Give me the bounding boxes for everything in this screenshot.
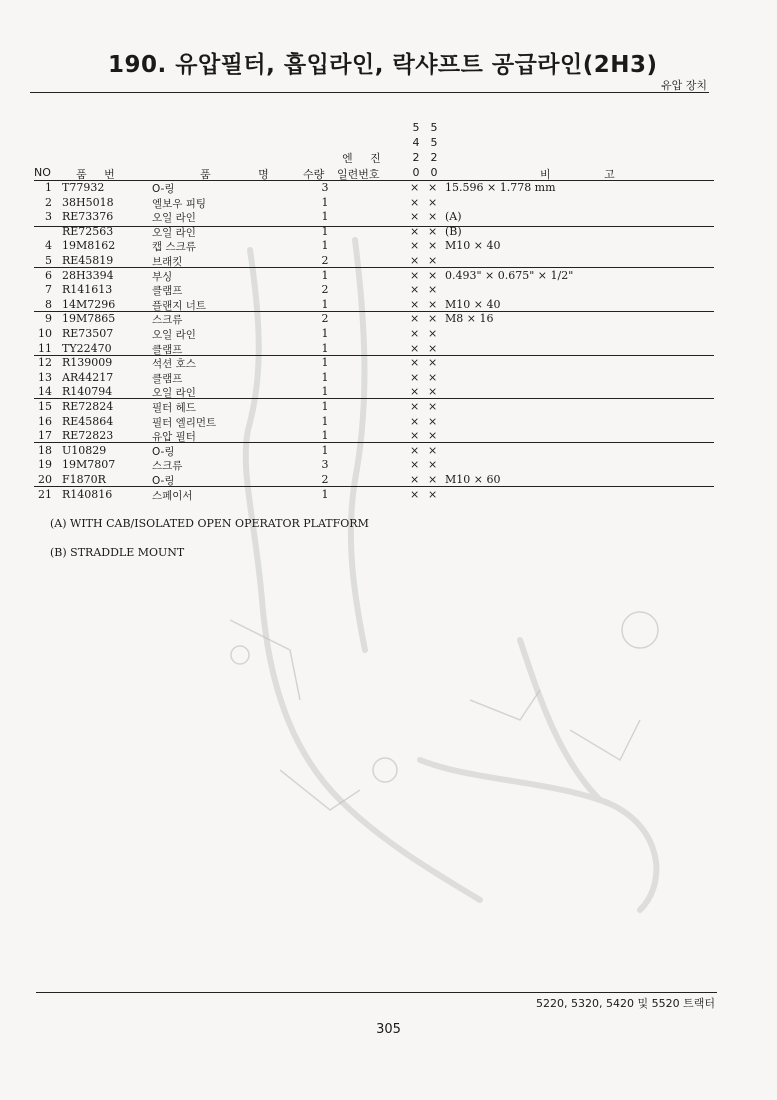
part-name: 필터 헤드 [152,402,196,414]
model-5520-mark: × [428,224,438,238]
quantity: 1 [321,210,329,224]
part-number: RE45819 [62,254,114,267]
part-name: 클램프 [152,372,183,385]
table-row [34,356,714,371]
part-name-header: 품 명 [200,168,269,181]
part-name: O-링 [152,183,175,195]
part-number: RE73507 [62,327,114,340]
part-number: 19M8162 [62,239,116,253]
no-header: NO [34,166,51,179]
part-name: 오일 라인 [152,329,196,341]
row-no: 8 [45,297,52,311]
part-number: R141613 [62,283,113,297]
part-name: 클램프 [152,343,183,356]
model-5520-mark: × [428,458,438,472]
model-5420-mark: × [410,473,420,486]
remark: (A) [445,210,462,224]
row-no: 20 [38,473,52,486]
remark: M10 × 40 [445,239,501,253]
row-no: 19 [38,458,52,472]
quantity: 2 [321,312,329,326]
table-row [34,327,714,342]
quantity: 1 [321,443,329,457]
model-digit: 5 [430,136,438,149]
part-number: AR44217 [62,370,114,384]
row-no: 13 [38,370,52,384]
model-5420-mark: × [410,385,420,399]
part-number: TY22470 [62,341,112,355]
part-no-header: 품 번 [76,168,115,181]
model-5520-mark: × [428,487,438,501]
quantity: 3 [321,181,329,194]
quantity: 1 [321,224,329,238]
model-5420-mark: × [410,414,420,428]
table-row [34,210,714,225]
part-name: 브래킷 [152,256,183,268]
model-digit: 5 [430,121,438,134]
part-number: RE72823 [62,429,114,443]
part-number: T77932 [62,181,105,194]
quantity: 1 [321,356,329,370]
quantity: 2 [321,254,329,267]
group-rule [34,267,714,268]
model-5520-mark: × [428,414,438,428]
table-row [34,488,714,503]
group-rule [34,226,714,227]
part-name: O-링 [152,445,175,458]
part-name: 부싱 [152,270,173,283]
row-no: 4 [45,239,52,253]
model-5420-mark: × [410,297,420,311]
engine-header: 엔 진 [342,152,381,165]
part-name: 유압 필터 [152,431,196,444]
quantity: 1 [321,341,329,355]
model-digit: 4 [412,136,420,149]
model-5420-mark: × [410,268,420,282]
model-5420-mark: × [410,224,420,238]
quantity: 1 [321,239,329,253]
model-5420-mark: × [410,312,420,326]
model-5420-mark: × [410,210,420,224]
part-number: F1870R [62,473,106,486]
row-no: 7 [45,283,52,297]
part-name: 스페이서 [152,489,193,502]
title-rule [30,92,709,93]
part-name: 엘보우 피팅 [152,197,207,210]
quantity: 1 [321,297,329,311]
model-5520-mark: × [428,443,438,457]
model-5520-mark: × [428,210,438,224]
part-number: R139009 [62,356,113,370]
quantity: 3 [321,458,329,472]
remark: M10 × 60 [445,473,501,486]
part-name: 오일 라인 [152,387,196,400]
model-5420-mark: × [410,327,420,340]
table-row [34,444,714,459]
model-5520-mark: × [428,327,438,340]
part-number: U10829 [62,443,107,457]
footer-rule [36,992,717,993]
part-number: RE45864 [62,414,114,428]
note-b: (B) STRADDLE MOUNT [50,546,185,559]
part-name: 캡 스크류 [152,241,196,254]
model-5520-mark: × [428,356,438,370]
row-no: 16 [38,414,52,428]
model-5520-mark: × [428,312,438,326]
quantity: 1 [321,487,329,501]
part-number: RE72563 [62,224,114,238]
row-no: 14 [38,385,52,399]
part-name: 스크류 [152,314,183,327]
group-rule [34,355,714,356]
quantity: 1 [321,195,329,209]
note-a: (A) WITH CAB/ISOLATED OPEN OPERATOR PLATFORM [50,517,369,530]
model-5520-mark: × [428,473,438,486]
group-rule [34,442,714,443]
model-5520-mark: × [428,297,438,311]
row-no: 10 [38,327,52,340]
model-5420-mark: × [410,487,420,501]
model-5520-mark: × [428,385,438,399]
row-no: 1 [45,181,52,194]
row-no: 11 [38,341,52,355]
table-row [34,415,714,430]
model-digit: 2 [412,151,420,164]
group-rule [34,311,714,312]
serial-header: 일련번호 [337,168,380,181]
row-no: 18 [38,443,52,457]
remark: 15.596 × 1.778 mm [445,181,556,194]
model-5520-mark: × [428,268,438,282]
model-digit: 5 [412,121,420,134]
footer-models: 5220, 5320, 5420 및 5520 트랙터 [536,997,715,1010]
table-row [34,181,714,196]
model-5420-mark: × [410,443,420,457]
remark: M10 × 40 [445,297,501,311]
part-name: O-링 [152,475,175,487]
group-rule [34,398,714,399]
row-no: 5 [45,254,52,267]
section-subtitle: 유압 장치 [660,79,707,92]
model-5420-mark: × [410,458,420,472]
remark: 0.493" × 0.675" × 1/2" [445,268,574,282]
part-number: R140794 [62,385,113,399]
model-5420-mark: × [410,400,420,413]
remark: M8 × 16 [445,312,494,326]
model-5420-mark: × [410,356,420,370]
model-5520-mark: × [428,429,438,443]
table-row [34,342,714,357]
table-row [34,239,714,254]
part-number: R140816 [62,487,113,501]
table-row [34,312,714,327]
part-number: 19M7865 [62,312,116,326]
quantity: 2 [321,473,329,486]
model-5420-mark: × [410,341,420,355]
row-no: 21 [38,487,52,501]
quantity: 1 [321,385,329,399]
model-5420-mark: × [410,283,420,297]
model-5520-mark: × [428,181,438,194]
model-5420-mark: × [410,181,420,194]
row-no: 15 [38,400,52,413]
table-row [34,283,714,298]
quantity: 2 [321,283,329,297]
model-5420-mark: × [410,239,420,253]
remarks-header: 비 고 [540,168,615,181]
model-5420-mark: × [410,195,420,209]
table-row [34,269,714,284]
row-no: 9 [45,312,52,326]
part-number: RE73376 [62,210,114,224]
model-5420-mark: × [410,254,420,267]
row-no: 17 [38,429,52,443]
model-5520-mark: × [428,254,438,267]
model-digit: 0 [430,166,438,179]
part-name: 스크류 [152,460,183,473]
model-digit: 2 [430,151,438,164]
table-row [34,196,714,211]
part-number: 28H3394 [62,268,114,282]
model-5520-mark: × [428,239,438,253]
row-no: 12 [38,356,52,370]
table-row [34,458,714,473]
remark: (B) [445,224,462,238]
table-row [34,371,714,386]
quantity: 1 [321,327,329,340]
row-no: 6 [45,268,52,282]
part-name: 석션 호스 [152,358,196,371]
row-no: 3 [45,210,52,224]
part-name: 오일 라인 [152,212,196,225]
part-name: 클램프 [152,285,183,298]
quantity: 1 [321,414,329,428]
group-rule [34,486,714,487]
part-number: 14M7296 [62,297,116,311]
model-5420-header [410,120,422,180]
model-5420-mark: × [410,370,420,384]
qty-header: 수량 [303,168,325,181]
table-row [34,400,714,415]
quantity: 1 [321,370,329,384]
quantity: 1 [321,429,329,443]
model-5520-mark: × [428,400,438,413]
quantity: 1 [321,268,329,282]
page-number: 305 [376,1022,401,1037]
part-number: RE72824 [62,400,114,413]
model-5520-mark: × [428,195,438,209]
model-5520-mark: × [428,370,438,384]
model-5520-mark: × [428,283,438,297]
quantity: 1 [321,400,329,413]
page-title: 190. 유압필터, 흡입라인, 락샤프트 공급라인(2H3) [108,52,658,78]
part-name: 오일 라인 [152,226,196,239]
part-number: 19M7807 [62,458,116,472]
part-number: 38H5018 [62,195,114,209]
model-5520-mark: × [428,341,438,355]
part-name: 필터 엘리먼트 [152,416,217,429]
row-no: 2 [45,195,52,209]
part-name: 플랜지 너트 [152,299,207,312]
model-5520-header [428,120,440,180]
model-digit: 0 [412,166,420,179]
model-5420-mark: × [410,429,420,443]
